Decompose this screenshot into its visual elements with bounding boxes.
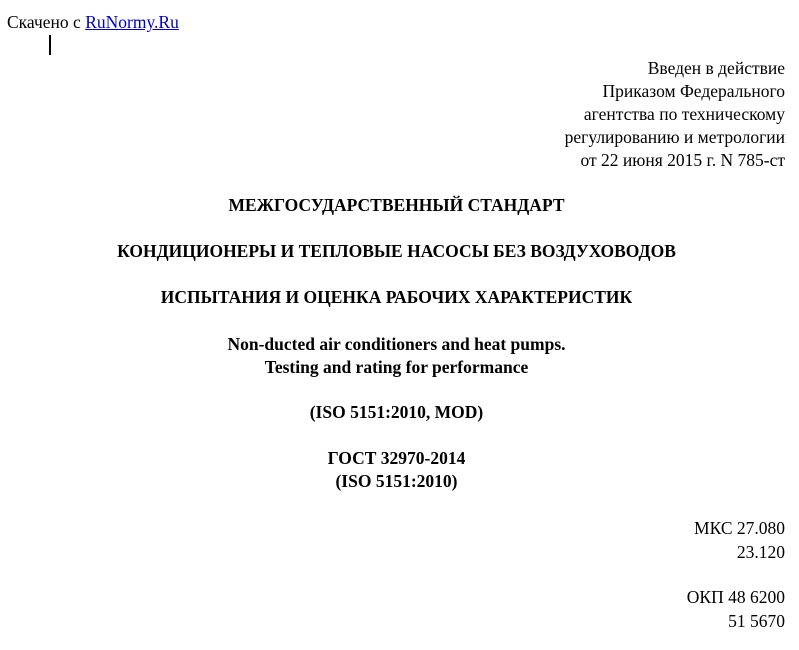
gost-number: ГОСТ 32970-2014: [327, 448, 466, 468]
gost-iso-reference: (ISO 5151:2010): [335, 471, 458, 491]
approval-block: [565, 57, 785, 172]
english-title: [0, 333, 793, 379]
source-line: [7, 11, 179, 33]
iso-mod-reference: (ISO 5151:2010, MOD): [309, 402, 484, 422]
approval-line: регулированию и метрологии: [564, 127, 785, 147]
okp-codes: [687, 585, 785, 633]
purpose-heading: ИСПЫТАНИЯ И ОЦЕНКА РАБОЧИХ ХАРАКТЕРИСТИК: [160, 287, 633, 307]
subject-heading: КОНДИЦИОНЕРЫ И ТЕПЛОВЫЕ НАСОСЫ БЕЗ ВОЗДУХОВОДОВ: [117, 241, 676, 261]
approval-line: Введен в действие: [647, 58, 785, 78]
approval-line: от 22 июня 2015 г. N 785-ст: [580, 150, 785, 170]
source-prefix: Скачено с: [7, 12, 86, 32]
english-title-line-1: Non-ducted air conditioners and heat pumps.: [227, 334, 566, 354]
mks-code-line-2: 23.120: [736, 542, 785, 562]
mks-code-line-1: МКС 27.080: [694, 518, 785, 538]
source-link[interactable]: RuNormy.Ru: [85, 12, 179, 32]
text-cursor: [49, 35, 51, 55]
approval-line: Приказом Федерального: [602, 81, 785, 101]
english-title-line-2: Testing and rating for performance: [264, 357, 529, 377]
mks-codes: [694, 516, 785, 564]
okp-code-line-1: ОКП 48 6200: [686, 587, 785, 607]
okp-code-line-2: 51 5670: [728, 611, 785, 631]
standard-type-heading: МЕЖГОСУДАРСТВЕННЫЙ СТАНДАРТ: [228, 195, 565, 215]
approval-line: агентства по техническому: [583, 104, 785, 124]
gost-designation: [0, 447, 793, 493]
